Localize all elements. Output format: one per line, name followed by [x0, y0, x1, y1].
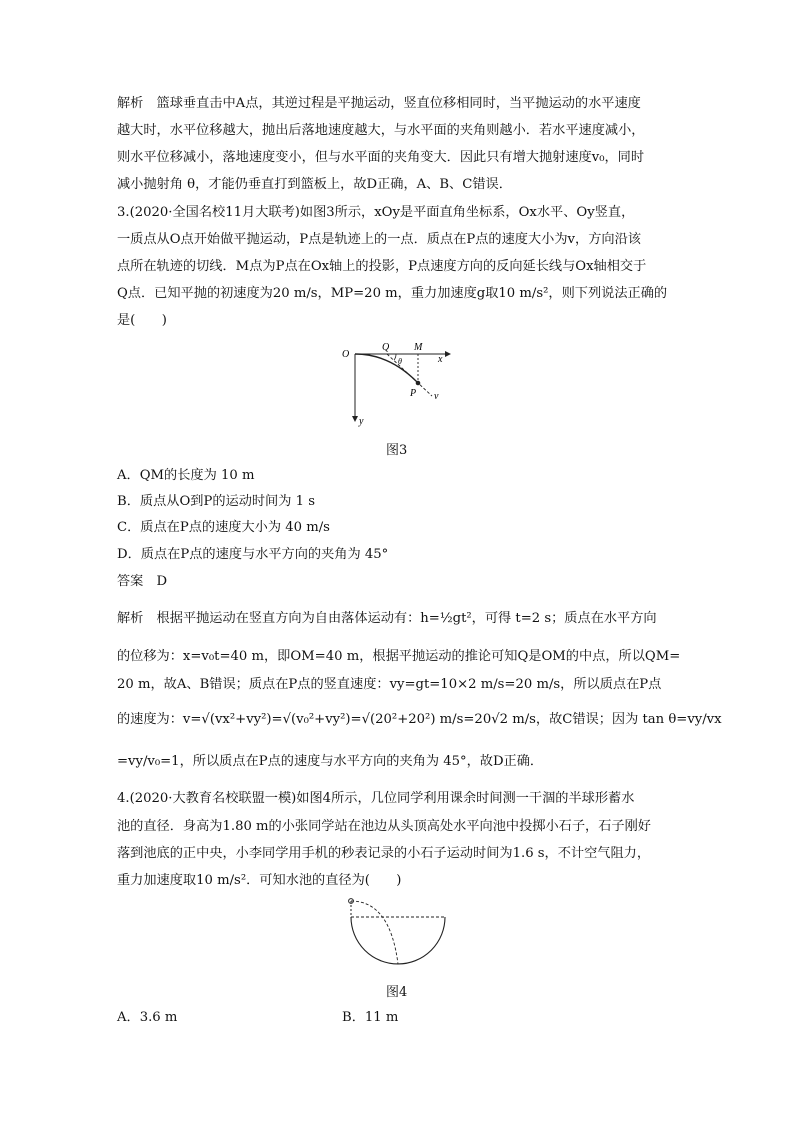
label-v: v [434, 391, 439, 402]
prev-solution-line-4: 减小抛射角 θ，才能仍垂直打到篮板上，故D正确，A、B、C错误． [117, 177, 512, 192]
q3-option-b: B．质点从O到P的运动时间为 1 s [117, 494, 315, 509]
label-theta: θ [398, 357, 402, 366]
figure-4-hemisphere-pool-diagram [340, 893, 452, 973]
q3-option-a: A．QM的长度为 10 m [117, 468, 255, 483]
prev-solution-line-2: 越大时，水平位移越大，抛出后落地速度越大，与水平面的夹角则越小．若水平速度减小， [117, 123, 645, 138]
q4-option-b: B．11 m [342, 1010, 399, 1025]
q3-stem-line-2: 一质点从O点开始做平抛运动，P点是轨迹上的一点．质点在P点的速度大小为v，方向沿该 [117, 232, 641, 247]
q4-stem-line-1: 4.(2020·大教育名校联盟一模)如图4所示，几位同学利用课余时间测一干涸的半球形蓄水 [117, 791, 635, 806]
figure-4-caption: 图4 [386, 985, 408, 1000]
q3-stem-line-1: 3.(2020·全国名校11月大联考)如图3所示，xOy是平面直角坐标系，Ox水平、Oy竖直， [117, 205, 635, 220]
label-y: y [359, 416, 364, 427]
prev-solution-line-1: 解析 篮球垂直击中A点，其逆过程是平抛运动，竖直位移相同时，当平抛运动的水平速度 [117, 96, 641, 111]
q3-analysis-line-5: =vy/v₀=1，所以质点在P点的速度与水平方向的夹角为 45°，故D正确． [117, 754, 544, 769]
q4-option-a: A．3.6 m [117, 1010, 178, 1025]
q3-stem-line-4: Q点．已知平抛的初速度为20 m/s，MP=20 m，重力加速度g取10 m/s²，则下列说法正确的 [117, 286, 668, 301]
q4-stem-line-4: 重力加速度取10 m/s²．可知水池的直径为( ) [117, 873, 402, 888]
figure-3-projectile-diagram [340, 338, 460, 430]
q3-answer: 答案 D [117, 574, 168, 589]
q4-stem-line-3: 落到池底的正中央，小李同学用手机的秒表记录的小石子运动时间为1.6 s，不计空气阻力， [117, 846, 651, 861]
q3-analysis-line-4: 的速度为：v=√(vx²+vy²)=√(v₀²+vy²)=√(20²+20²) m/s=20√2 m/s，故C错误；因为 tan θ=vy/vx [117, 712, 722, 727]
label-x: x [438, 354, 443, 365]
q4-stem-line-2: 池的直径．身高为1.80 m的小张同学站在池边从头顶高处水平向池中投掷小石子，石子刚好 [117, 819, 651, 834]
q3-stem-line-3: 点所在轨迹的切线．M点为P点在Ox轴上的投影，P点速度方向的反向延长线与Ox轴相交于 [117, 259, 647, 274]
label-Q: Q [382, 342, 390, 353]
q3-option-d: D．质点在P点的速度与水平方向的夹角为 45° [117, 547, 389, 562]
q3-analysis-line-1: 解析 根据平抛运动在竖直方向为自由落体运动有：h=½gt²，可得 t=2 s；质点在水平方向 [117, 611, 657, 626]
q3-analysis-line-2: 的位移为：x=v₀t=40 m，即OM=40 m，根据平抛运动的推论可知Q是OM的中点，所以QM= [117, 649, 681, 664]
label-O: O [342, 349, 350, 360]
label-M: M [414, 342, 423, 353]
q3-stem-line-5: 是( ) [117, 313, 167, 328]
q3-option-c: C．质点在P点的速度大小为 40 m/s [117, 520, 330, 535]
prev-solution-line-3: 则水平位移减小，落地速度变小，但与水平面的夹角变大．因此只有增大抛射速度v₀，同时 [117, 150, 645, 165]
q3-analysis-line-3: 20 m，故A、B错误；质点在P点的竖直速度：vy=gt=10×2 m/s=20 m/s，所以质点在P点 [117, 677, 662, 692]
figure-3-caption: 图3 [386, 443, 408, 458]
label-P: P [410, 388, 417, 399]
